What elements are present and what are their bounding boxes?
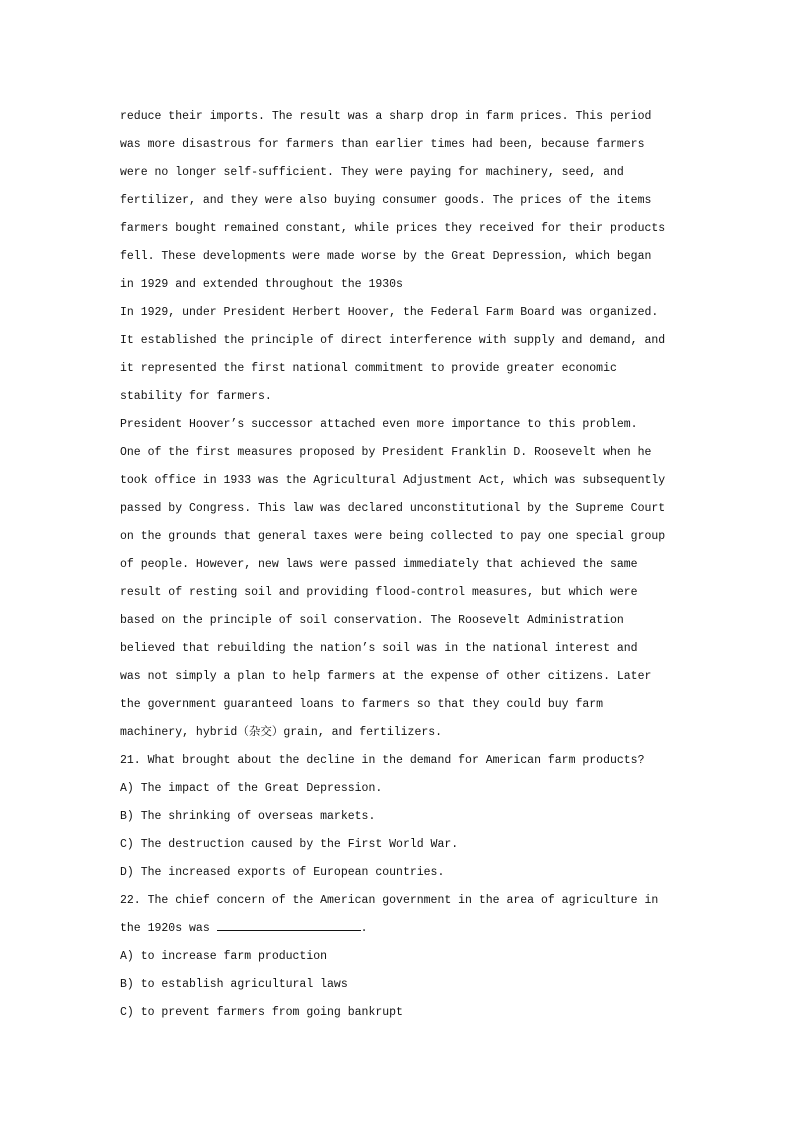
passage-line: fertilizer, and they were also buying consumer goods. The prices of the items (120, 194, 652, 207)
passage-line: was more disastrous for farmers than earlier times had been, because farmers (120, 138, 645, 151)
passage-line: based on the principle of soil conservation. The Roosevelt Administration (120, 614, 624, 627)
option-b: B) The shrinking of overseas markets. (120, 810, 376, 823)
question-stem: 22. The chief concern of the American government in the area of agriculture in (120, 894, 659, 907)
passage-line: It established the principle of direct interference with supply and demand, and (120, 334, 666, 347)
passage-line: it represented the first national commitment to provide greater economic (120, 362, 617, 375)
passage-line: in 1929 and extended throughout the 1930s (120, 278, 403, 291)
document-page (120, 103, 700, 1027)
passage (120, 103, 700, 747)
option-c: C) to prevent farmers from going bankrupt (120, 1006, 403, 1019)
passage-line: farmers bought remained constant, while prices they received for their products (120, 222, 666, 235)
passage-line: of people. However, new laws were passed immediately that achieved the same (120, 558, 638, 571)
passage-line: believed that rebuilding the nation’s soil was in the national interest and (120, 642, 638, 655)
stem-period: . (360, 922, 368, 935)
passage-line: fell. These developments were made worse by the Great Depression, which began (120, 250, 652, 263)
option-b: B) to establish agricultural laws (120, 978, 348, 991)
passage-line: passed by Congress. This law was declared unconstitutional by the Supreme Court (120, 502, 666, 515)
passage-line: result of resting soil and providing flood-control measures, but which were (120, 586, 638, 599)
passage-line: the government guaranteed loans to farmers so that they could buy farm (120, 698, 604, 711)
passage-line: on the grounds that general taxes were being collected to pay one special group (120, 530, 666, 543)
passage-line: took office in 1933 was the Agricultural Adjustment Act, which was subsequently (120, 474, 666, 487)
passage-line: reduce their imports. The result was a sharp drop in farm prices. This period (120, 110, 652, 123)
question-22 (120, 887, 700, 1027)
question-stem-continued (120, 915, 700, 943)
option-d: D) The increased exports of European countries. (120, 866, 445, 879)
question-21 (120, 747, 700, 887)
stem-text: the 1920s was (120, 922, 217, 935)
passage-line: President Hoover’s successor attached even more importance to this problem. (120, 418, 638, 431)
passage-line: was not simply a plan to help farmers at the expense of other citizens. Later (120, 670, 652, 683)
passage-line: stability for farmers. (120, 390, 272, 403)
option-a: A) The impact of the Great Depression. (120, 782, 383, 795)
option-c: C) The destruction caused by the First World War. (120, 838, 459, 851)
passage-line: In 1929, under President Herbert Hoover, the Federal Farm Board was organized. (120, 306, 659, 319)
passage-line: One of the first measures proposed by President Franklin D. Roosevelt when he (120, 446, 652, 459)
passage-line: were no longer self-sufficient. They were paying for machinery, seed, and (120, 166, 624, 179)
option-a: A) to increase farm production (120, 950, 328, 963)
answer-blank (217, 918, 361, 931)
passage-line: machinery, hybrid（杂交）grain, and fertilizers. (120, 726, 443, 739)
question-stem: 21. What brought about the decline in the demand for American farm products? (120, 754, 645, 767)
